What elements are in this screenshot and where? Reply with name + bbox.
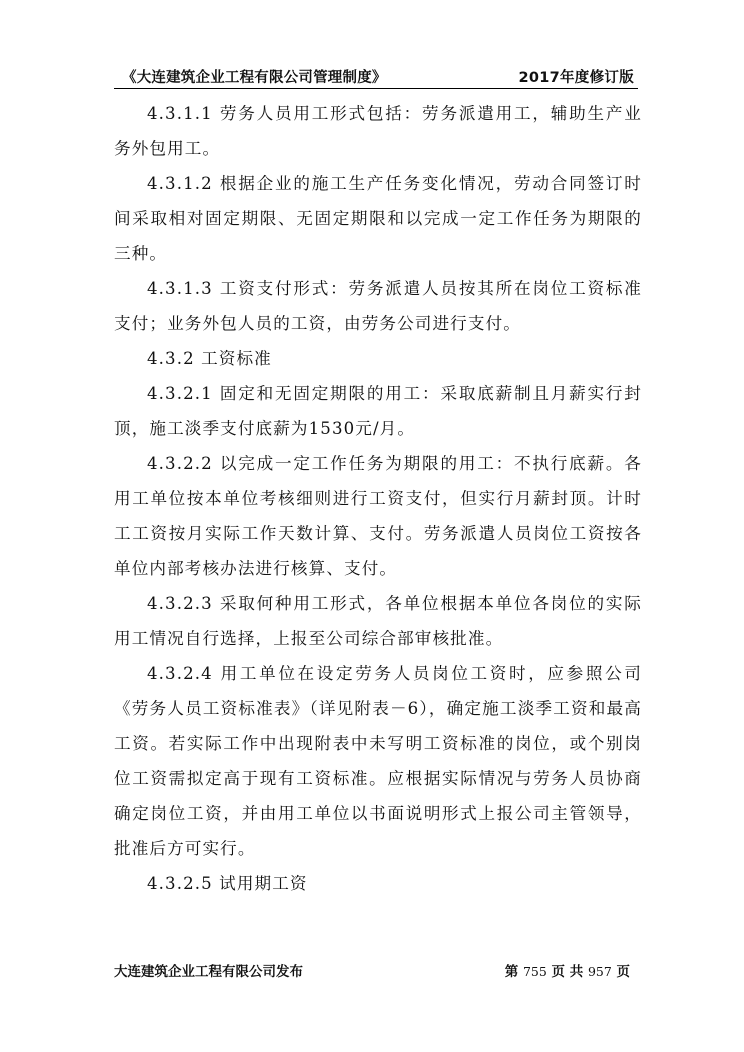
page-number [505,960,630,980]
edition-label: 2017年度修订版 [518,70,634,86]
paragraph-4-3-1-1: 4.3.1.1 劳务人员用工形式包括：劳务派遣用工，辅助生产业务外包用工。 [114,104,642,158]
paragraph-4-3-1-2: 4.3.1.2 根据企业的施工生产任务变化情况，劳动合同签订时间采取相对固定期限、无固定期限和以完成一定工作任务为期限的三种。 [114,174,642,263]
page-footer [114,960,638,982]
page-header [114,64,638,89]
publisher-label: 大连建筑企业工程有限公司发布 [114,964,303,980]
document-title: 《大连建筑企业工程有限公司管理制度》 [122,70,387,86]
paragraph-4-3-2-1: 4.3.2.1 固定和无固定期限的用工：采取底薪制且月薪实行封顶，施工淡季支付底薪为1530元/月。 [114,384,642,438]
page-mid: 页 共 [551,964,584,980]
paragraph-4-3-2-4: 4.3.2.4 用工单位在设定劳务人员岗位工资时，应参照公司《劳务人员工资标准表》（详见附表－6），确定施工淡季工资和最高工资。若实际工作中出现附表中未写明工资标准的岗位，或个别岗位工资需拟定高于现有工资标准。应根据实际情况与劳务人员协商确定岗位工资，并由用工单位以书面说明形式上报公司主管领导，批准后方可实行。 [114,664,642,858]
page-current: 755 [522,964,547,979]
document-body [114,96,642,901]
page-prefix: 第 [504,964,519,980]
page-total: 957 [587,964,612,979]
paragraph-4-3-2-2: 4.3.2.2 以完成一定工作任务为期限的用工：不执行底薪。各用工单位按本单位考核细则进行工资支付，但实行月薪封顶。计时工工资按月实际工作天数计算、支付。劳务派遣人员岗位工资按各单位内部考核办法进行核算、支付。 [114,454,642,578]
paragraph-4-3-1-3: 4.3.1.3 工资支付形式：劳务派遣人员按其所在岗位工资标准支付；业务外包人员的工资，由劳务公司进行支付。 [114,279,642,333]
paragraph-4-3-2-3: 4.3.2.3 采取何种用工形式，各单位根据本单位各岗位的实际用工情况自行选择，上报至公司综合部审核批准。 [114,594,642,648]
paragraph-4-3-2-5: 4.3.2.5 试用期工资 [147,874,308,893]
page-suffix: 页 [616,964,630,980]
section-heading-4-3-2: 4.3.2 工资标准 [147,349,272,368]
